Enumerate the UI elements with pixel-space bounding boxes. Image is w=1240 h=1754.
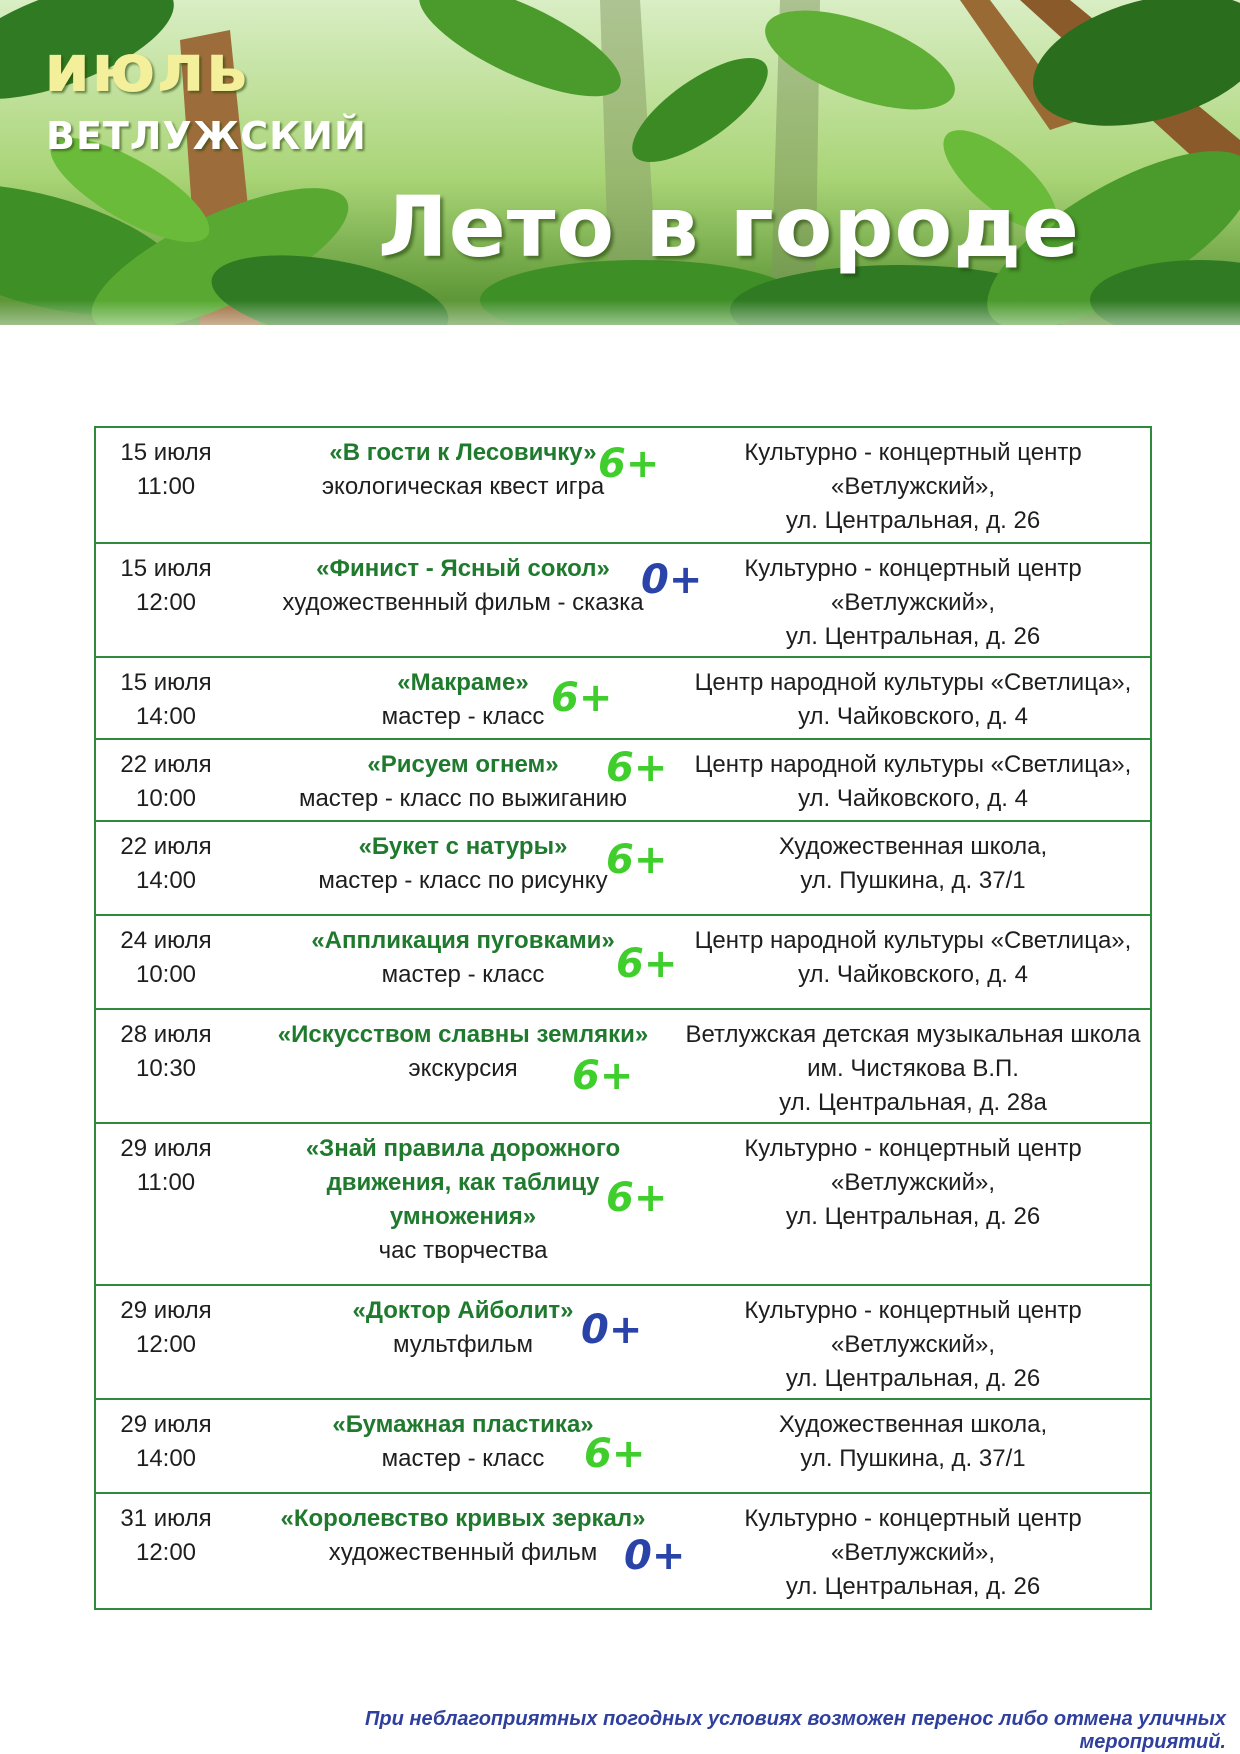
event-time: 12:00 xyxy=(135,1331,197,1358)
venue-line: ул. Чайковского, д. 4 xyxy=(798,961,1028,988)
age-rating-badge: 0+ xyxy=(641,557,703,603)
venue-line: ул. Центральная, д. 28а xyxy=(779,1089,1047,1116)
event-title: «Бумажная пластика» xyxy=(332,1411,594,1438)
event-type: мастер - класс по рисунку xyxy=(318,867,608,894)
age-rating-badge: 6+ xyxy=(598,441,660,487)
event-title: «Искусством славны земляки» xyxy=(277,1021,649,1048)
age-rating-badge: 0+ xyxy=(624,1533,686,1579)
event-type: экскурсия xyxy=(408,1055,518,1082)
age-rating-badge: 6+ xyxy=(584,1431,646,1477)
weather-disclaimer: При неблагоприятных погодных условиях возможен перенос либо отмена уличных мероприятий. xyxy=(365,1708,1226,1753)
venue-line: ул. Чайковского, д. 4 xyxy=(798,703,1028,730)
table-row xyxy=(96,1122,1150,1284)
venue-line: Центр народной культуры «Светлица», xyxy=(694,751,1132,778)
table-row xyxy=(96,428,1150,542)
venue-line: Культурно - концертный центр xyxy=(744,555,1082,582)
event-cell xyxy=(252,1502,674,1570)
event-cell xyxy=(252,924,674,992)
date-cell xyxy=(96,1294,236,1362)
event-time: 10:30 xyxy=(135,1055,197,1082)
venue-line: «Ветлужский», xyxy=(830,1539,996,1566)
venue-line: ул. Пушкина, д. 37/1 xyxy=(800,1445,1026,1472)
venue-cell xyxy=(674,1408,1152,1476)
venue-line: «Ветлужский», xyxy=(830,1169,996,1196)
age-rating-badge: 6+ xyxy=(572,1053,634,1099)
event-date: 29 июля xyxy=(120,1135,212,1162)
age-rating-badge: 6+ xyxy=(616,941,678,987)
event-title: «Букет с натуры» xyxy=(358,833,568,860)
venue-line: ул. Центральная, д. 26 xyxy=(785,1203,1041,1230)
event-type: художественный фильм xyxy=(328,1539,598,1566)
venue-cell xyxy=(674,748,1152,816)
event-type: час творчества xyxy=(378,1237,548,1264)
venue-line: ул. Центральная, д. 26 xyxy=(785,1573,1041,1600)
event-date: 29 июля xyxy=(120,1297,212,1324)
venue-cell xyxy=(674,552,1152,654)
banner-fade xyxy=(0,300,1240,390)
event-time: 14:00 xyxy=(135,703,197,730)
venue-cell xyxy=(674,1018,1152,1120)
venue-line: ул. Центральная, д. 26 xyxy=(785,1365,1041,1392)
age-rating-badge: 0+ xyxy=(581,1307,643,1353)
venue-line: Культурно - концертный центр xyxy=(744,439,1082,466)
event-time: 14:00 xyxy=(135,867,197,894)
event-time: 11:00 xyxy=(136,473,196,500)
venue-line: «Ветлужский», xyxy=(830,1331,996,1358)
table-row xyxy=(96,820,1150,914)
event-title: «Королевство кривых зеркал» xyxy=(280,1505,646,1532)
venue-line: ул. Центральная, д. 26 xyxy=(785,623,1041,650)
date-cell xyxy=(96,830,236,898)
event-date: 15 июля xyxy=(120,555,212,582)
event-date: 22 июля xyxy=(120,751,212,778)
date-cell xyxy=(96,1502,236,1570)
venue-cell xyxy=(674,1502,1152,1604)
table-row xyxy=(96,542,1150,656)
venue-line: Художественная школа, xyxy=(778,833,1048,860)
event-date: 28 июля xyxy=(120,1021,212,1048)
district-name: ВЕТЛУЖСКИЙ xyxy=(46,114,367,158)
date-cell xyxy=(96,552,236,620)
table-row xyxy=(96,1398,1150,1492)
event-time: 12:00 xyxy=(135,589,197,616)
venue-line: Культурно - концертный центр xyxy=(744,1135,1082,1162)
date-cell xyxy=(96,924,236,992)
venue-line: ул. Центральная, д. 26 xyxy=(785,507,1041,534)
venue-line: ул. Пушкина, д. 37/1 xyxy=(800,867,1026,894)
event-date: 24 июля xyxy=(120,927,212,954)
date-cell xyxy=(96,1018,236,1086)
event-time: 12:00 xyxy=(135,1539,197,1566)
venue-line: им. Чистякова В.П. xyxy=(807,1055,1019,1082)
date-cell xyxy=(96,666,236,734)
event-title: «Рисуем огнем» xyxy=(367,751,559,778)
event-title: «Доктор Айболит» xyxy=(352,1297,574,1324)
date-cell xyxy=(96,1408,236,1476)
age-rating-badge: 6+ xyxy=(551,675,613,721)
header-banner xyxy=(0,0,1240,325)
age-rating-badge: 6+ xyxy=(606,837,668,883)
venue-cell xyxy=(674,436,1152,538)
table-row xyxy=(96,1008,1150,1122)
date-cell xyxy=(96,748,236,816)
event-type: мастер - класс xyxy=(381,1445,545,1472)
venue-line: Центр народной культуры «Светлица», xyxy=(694,927,1132,954)
date-cell xyxy=(96,1132,236,1200)
venue-line: Художественная школа, xyxy=(778,1411,1048,1438)
event-type: мастер - класс xyxy=(381,961,545,988)
venue-cell xyxy=(674,830,1152,898)
venue-line: «Ветлужский», xyxy=(830,473,996,500)
date-cell xyxy=(96,436,236,504)
event-time: 11:00 xyxy=(136,1169,196,1196)
table-row xyxy=(96,914,1150,1008)
event-type: экологическая квест игра xyxy=(321,473,605,500)
venue-line: ул. Чайковского, д. 4 xyxy=(798,785,1028,812)
event-title: «В гости к Лесовичку» xyxy=(329,439,597,466)
event-time: 10:00 xyxy=(135,961,197,988)
event-date: 22 июля xyxy=(120,833,212,860)
event-type: мультфильм xyxy=(392,1331,534,1358)
event-title: «Финист - Ясный сокол» xyxy=(316,555,610,582)
event-type: художественный фильм - сказка xyxy=(282,589,644,616)
venue-line: Ветлужская детская музыкальная школа xyxy=(685,1021,1141,1048)
event-date: 29 июля xyxy=(120,1411,212,1438)
schedule-table xyxy=(94,426,1152,1610)
venue-line: Культурно - концертный центр xyxy=(744,1505,1082,1532)
event-date: 15 июля xyxy=(120,669,212,696)
venue-line: Центр народной культуры «Светлица», xyxy=(694,669,1132,696)
event-type: мастер - класс по выжиганию xyxy=(298,785,628,812)
venue-cell xyxy=(674,666,1152,734)
event-title-line: умножения» xyxy=(389,1203,537,1230)
month-title: июль xyxy=(44,30,249,107)
event-cell xyxy=(252,552,674,620)
event-title: «Аппликация пуговками» xyxy=(311,927,615,954)
table-row xyxy=(96,1284,1150,1398)
event-date: 31 июля xyxy=(120,1505,212,1532)
event-time: 10:00 xyxy=(135,785,197,812)
event-date: 15 июля xyxy=(120,439,212,466)
table-row xyxy=(96,1492,1150,1608)
age-rating-badge: 6+ xyxy=(606,1175,668,1221)
venue-cell xyxy=(674,1294,1152,1396)
event-title-line: «Знай правила дорожного xyxy=(305,1135,621,1162)
table-row xyxy=(96,656,1150,738)
event-time: 14:00 xyxy=(135,1445,197,1472)
event-type: мастер - класс xyxy=(381,703,545,730)
venue-cell xyxy=(674,924,1152,992)
venue-line: «Ветлужский», xyxy=(830,589,996,616)
age-rating-badge: 6+ xyxy=(606,745,668,791)
venue-cell xyxy=(674,1132,1152,1234)
event-title-line: движения, как таблицу xyxy=(326,1169,600,1196)
event-title: «Макраме» xyxy=(397,669,529,696)
headline-title: Лето в городе xyxy=(378,178,1081,276)
table-row xyxy=(96,738,1150,820)
venue-line: Культурно - концертный центр xyxy=(744,1297,1082,1324)
